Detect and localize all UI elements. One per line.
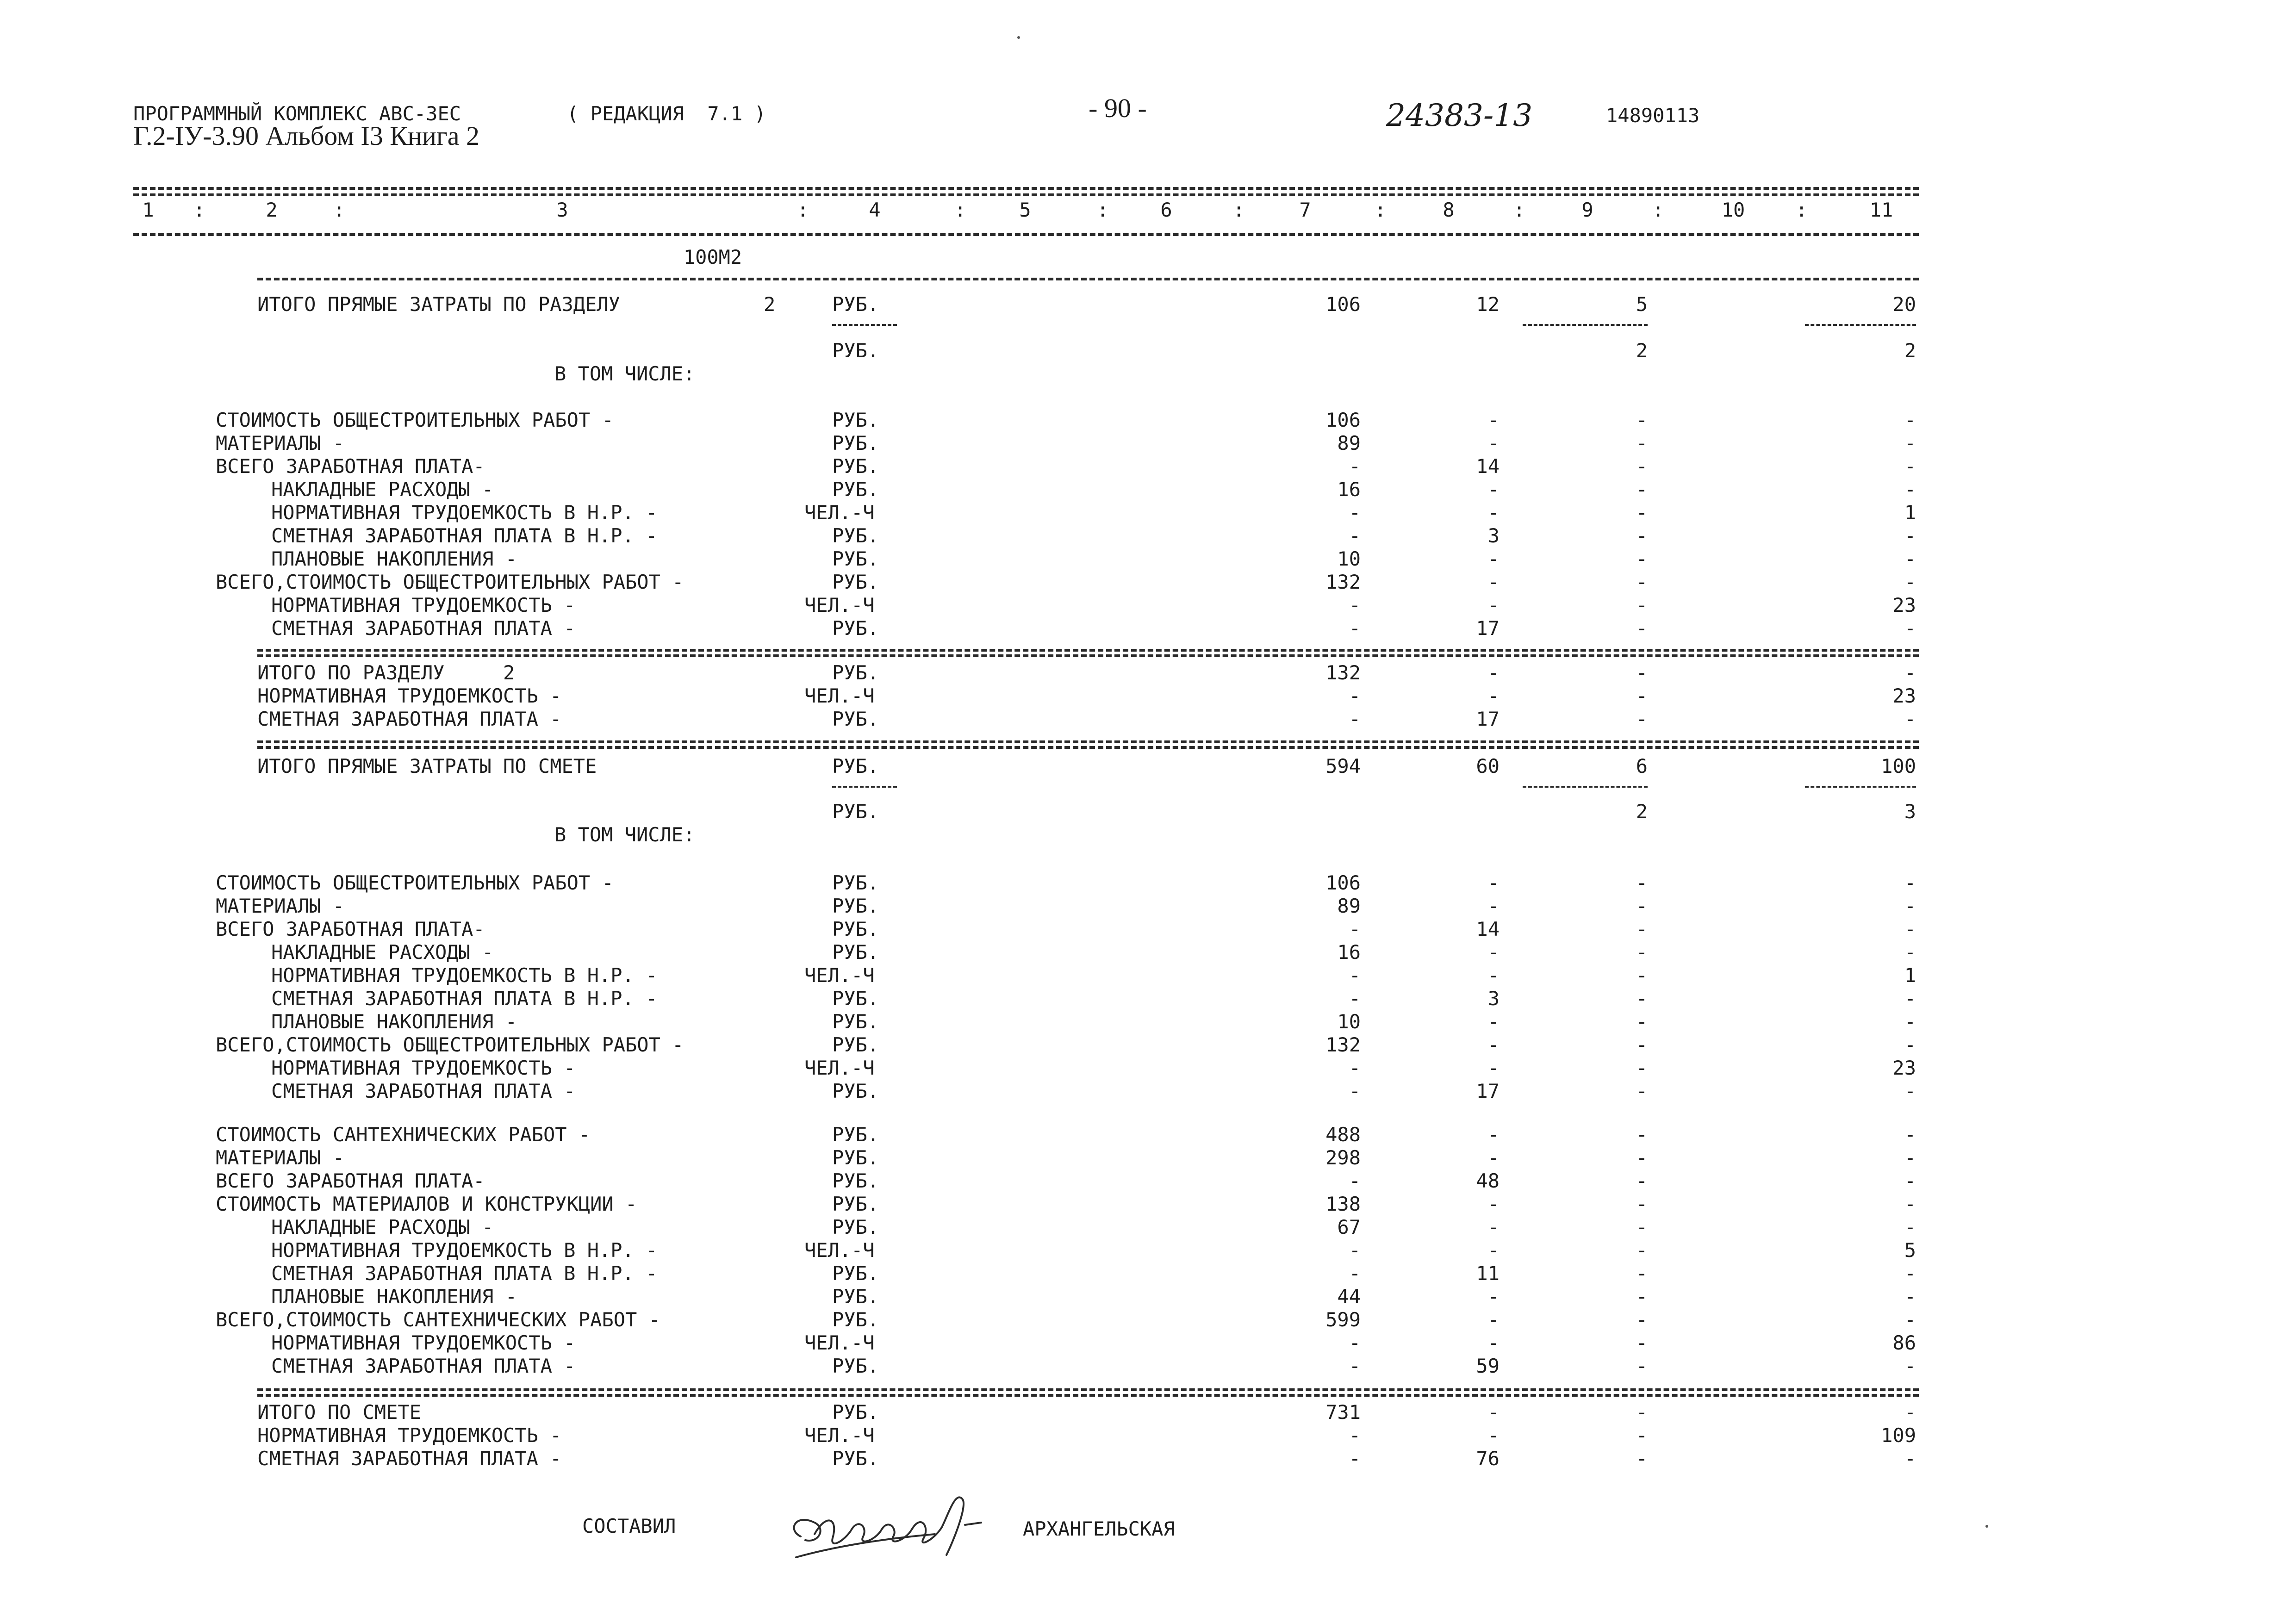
row-value-c11: -: [1904, 941, 1916, 964]
row-value-c7: 298: [1325, 1146, 1361, 1169]
row-unit: РУБ.: [832, 432, 879, 454]
row-value-c8: -: [1487, 432, 1500, 454]
row-unit: РУБ.: [832, 1080, 879, 1102]
row-value-c9: -: [1636, 1010, 1648, 1033]
row-value-c11: 23: [1892, 684, 1916, 707]
row-value-c8: 17: [1476, 708, 1500, 730]
estimate-total-c9: 6: [1636, 755, 1648, 777]
row-value-c7: -: [1349, 684, 1361, 707]
row-label: НОРМАТИВНАЯ ТРУДОЕМКОСТЬ В Н.Р. -: [271, 964, 658, 987]
row-value-c11: 23: [1892, 594, 1916, 616]
row-value-c8: -: [1487, 1401, 1500, 1424]
row-value-c8: -: [1487, 895, 1500, 917]
row-value-c9: -: [1636, 918, 1648, 940]
row-value-c7: 132: [1325, 661, 1361, 684]
row-unit: ЧЕЛ.-Ч: [804, 964, 875, 987]
row-unit: РУБ.: [832, 617, 879, 640]
row-unit: РУБ.: [832, 661, 879, 684]
row-value-c7: -: [1349, 1331, 1361, 1354]
row-value-c8: -: [1487, 1424, 1500, 1447]
section-total-unit-2: РУБ.: [832, 339, 879, 362]
row-value-c7: -: [1349, 964, 1361, 987]
row-unit: РУБ.: [832, 524, 879, 547]
row-label: НОРМАТИВНАЯ ТРУДОЕМКОСТЬ -: [271, 1057, 576, 1079]
row-value-c9: -: [1636, 478, 1648, 501]
estimate-total-unit-2: РУБ.: [832, 800, 879, 823]
row-value-c11: -: [1904, 409, 1916, 431]
row-value-c9: -: [1636, 617, 1648, 640]
row-value-c7: 488: [1325, 1123, 1361, 1146]
row-unit: ЧЕЛ.-Ч: [804, 684, 875, 707]
row-value-c7: 44: [1337, 1285, 1361, 1308]
column-number: 1: [142, 199, 154, 221]
row-value-c7: 89: [1337, 895, 1361, 917]
section-total-c9: 5: [1636, 293, 1648, 316]
row-value-c8: -: [1487, 941, 1500, 964]
row-value-c9: -: [1636, 1146, 1648, 1169]
row-value-c11: -: [1904, 1080, 1916, 1102]
row-unit: РУБ.: [832, 1355, 879, 1377]
scan-speck: [1017, 36, 1020, 39]
row-unit: РУБ.: [832, 1447, 879, 1470]
row-value-c8: -: [1487, 1123, 1500, 1146]
row-value-c7: 106: [1325, 871, 1361, 894]
row-value-c11: -: [1904, 1169, 1916, 1192]
row-value-c11: -: [1904, 708, 1916, 730]
row-unit: РУБ.: [832, 1123, 879, 1146]
row-value-c9: -: [1636, 1169, 1648, 1192]
row-value-c11: -: [1904, 547, 1916, 570]
row-value-c9: -: [1636, 1193, 1648, 1215]
row-value-c9: -: [1636, 432, 1648, 454]
row-value-c11: 23: [1892, 1057, 1916, 1079]
column-separator: :: [1513, 199, 1525, 221]
page-number: - 90 -: [1089, 93, 1147, 123]
row-label: ИТОГО ПО РАЗДЕЛУ 2: [257, 661, 515, 684]
row-unit: РУБ.: [832, 571, 879, 593]
row-value-c9: -: [1636, 684, 1648, 707]
row-label: ВСЕГО,СТОИМОСТЬ ОБЩЕСТРОИТЕЛЬНЫХ РАБОТ -: [216, 571, 684, 593]
row-value-c8: -: [1487, 684, 1500, 707]
row-unit: РУБ.: [832, 547, 879, 570]
row-label: НОРМАТИВНАЯ ТРУДОЕМКОСТЬ -: [257, 684, 562, 707]
row-value-c11: -: [1904, 918, 1916, 940]
row-label: СТОИМОСТЬ ОБЩЕСТРОИТЕЛЬНЫХ РАБОТ -: [216, 871, 614, 894]
row-value-c8: -: [1487, 661, 1500, 684]
row-label: НАКЛАДНЫЕ РАСХОДЫ -: [271, 1216, 494, 1238]
handwritten-signature: [782, 1486, 1000, 1569]
section-total-c8: 12: [1476, 293, 1500, 316]
estimate-direct-costs-label: ИТОГО ПРЯМЫЕ ЗАТРАТЫ ПО СМЕТЕ: [257, 755, 597, 777]
row-value-c9: -: [1636, 1424, 1648, 1447]
row-label: СТОИМОСТЬ САНТЕХНИЧЕСКИХ РАБОТ -: [216, 1123, 591, 1146]
section-total-c11: 20: [1892, 293, 1916, 316]
row-unit: РУБ.: [832, 1033, 879, 1056]
row-value-c8: -: [1487, 409, 1500, 431]
row-unit: РУБ.: [832, 1193, 879, 1215]
row-value-c8: -: [1487, 1239, 1500, 1262]
row-value-c11: -: [1904, 571, 1916, 593]
row-label: СМЕТНАЯ ЗАРАБОТНАЯ ПЛАТА -: [257, 1447, 562, 1470]
column-separator: :: [1796, 199, 1808, 221]
column-number: 5: [1019, 199, 1031, 221]
row-value-c7: -: [1349, 1239, 1361, 1262]
row-label: ПЛАНОВЫЕ НАКОПЛЕНИЯ -: [271, 1010, 517, 1033]
row-value-c7: -: [1349, 1355, 1361, 1377]
row-value-c8: -: [1487, 1146, 1500, 1169]
row-unit: РУБ.: [832, 1010, 879, 1033]
row-value-c11: -: [1904, 478, 1916, 501]
row-value-c7: 138: [1325, 1193, 1361, 1215]
row-unit: РУБ.: [832, 895, 879, 917]
section-total-c9b: 2: [1636, 339, 1648, 362]
column-separator: :: [1652, 199, 1664, 221]
section-number: 2: [764, 293, 776, 316]
column-number: 4: [869, 199, 881, 221]
row-value-c8: -: [1487, 478, 1500, 501]
row-unit: РУБ.: [832, 1285, 879, 1308]
document-code: 24383-13: [1386, 98, 1533, 133]
section-sum-rule-2: [257, 654, 1919, 657]
row-value-c7: -: [1349, 1262, 1361, 1285]
estimate-total-c11: 100: [1881, 755, 1916, 777]
row-value-c9: -: [1636, 1285, 1648, 1308]
row-value-c9: -: [1636, 1239, 1648, 1262]
row-label: НОРМАТИВНАЯ ТРУДОЕМКОСТЬ -: [257, 1424, 562, 1447]
column-number: 8: [1443, 199, 1455, 221]
row-unit: РУБ.: [832, 941, 879, 964]
row-label: СТОИМОСТЬ ОБЩЕСТРОИТЕЛЬНЫХ РАБОТ -: [216, 409, 614, 431]
row-label: СМЕТНАЯ ЗАРАБОТНАЯ ПЛАТА -: [257, 708, 562, 730]
row-label: НОРМАТИВНАЯ ТРУДОЕМКОСТЬ В Н.Р. -: [271, 501, 658, 524]
column-number: 11: [1869, 199, 1893, 221]
row-label: ПЛАНОВЫЕ НАКОПЛЕНИЯ -: [271, 1285, 517, 1308]
row-label: МАТЕРИАЛЫ -: [216, 1146, 345, 1169]
row-value-c8: -: [1487, 1010, 1500, 1033]
row-value-c9: -: [1636, 1355, 1648, 1377]
including-label: В ТОМ ЧИСЛЕ:: [554, 362, 695, 385]
row-value-c7: -: [1349, 594, 1361, 616]
row-value-c11: 1: [1904, 501, 1916, 524]
row-value-c11: -: [1904, 1355, 1916, 1377]
row-unit: РУБ.: [832, 987, 879, 1010]
row-unit: РУБ.: [832, 871, 879, 894]
row-unit: РУБ.: [832, 1262, 879, 1285]
row-label: НАКЛАДНЫЕ РАСХОДЫ -: [271, 941, 494, 964]
row-value-c11: 1: [1904, 964, 1916, 987]
estimate-rule-2: [257, 746, 1919, 749]
row-label: СМЕТНАЯ ЗАРАБОТНАЯ ПЛАТА -: [271, 1355, 576, 1377]
row-value-c8: -: [1487, 1331, 1500, 1354]
row-value-c11: -: [1904, 617, 1916, 640]
row-value-c8: 14: [1476, 455, 1500, 478]
row-label: ПЛАНОВЫЕ НАКОПЛЕНИЯ -: [271, 547, 517, 570]
row-label: ВСЕГО ЗАРАБОТНАЯ ПЛАТА-: [216, 918, 485, 940]
row-value-c11: -: [1904, 455, 1916, 478]
row-unit: ЧЕЛ.-Ч: [804, 1424, 875, 1447]
row-unit: РУБ.: [832, 708, 879, 730]
row-value-c11: -: [1904, 1123, 1916, 1146]
row-value-c8: -: [1487, 1033, 1500, 1056]
section-sum-rule: [257, 649, 1919, 652]
section-total-c11b: 2: [1904, 339, 1916, 362]
fraction-rule: [1523, 786, 1648, 788]
row-value-c9: -: [1636, 409, 1648, 431]
column-number: 6: [1160, 199, 1172, 221]
row-value-c7: -: [1349, 1169, 1361, 1192]
row-value-c11: 5: [1904, 1239, 1916, 1262]
row-value-c11: -: [1904, 1033, 1916, 1056]
row-value-c7: -: [1349, 1057, 1361, 1079]
row-unit: ЧЕЛ.-Ч: [804, 501, 875, 524]
row-value-c7: 10: [1337, 1010, 1361, 1033]
row-unit: РУБ.: [832, 1169, 879, 1192]
row-value-c7: 132: [1325, 571, 1361, 593]
column-separator: :: [193, 199, 205, 221]
unit-divider: [832, 324, 897, 326]
row-label: НОРМАТИВНАЯ ТРУДОЕМКОСТЬ -: [271, 1331, 576, 1354]
row-value-c9: -: [1636, 871, 1648, 894]
row-value-c8: 14: [1476, 918, 1500, 940]
row-value-c9: -: [1636, 1216, 1648, 1238]
row-value-c7: 89: [1337, 432, 1361, 454]
row-unit: ЧЕЛ.-Ч: [804, 1057, 875, 1079]
row-value-c11: -: [1904, 1447, 1916, 1470]
row-value-c9: -: [1636, 1033, 1648, 1056]
row-value-c9: -: [1636, 1057, 1648, 1079]
row-value-c9: -: [1636, 1308, 1648, 1331]
row-value-c8: 17: [1476, 617, 1500, 640]
row-value-c8: 17: [1476, 1080, 1500, 1102]
estimate-total-c9b: 2: [1636, 800, 1648, 823]
row-value-c11: -: [1904, 895, 1916, 917]
row-value-c8: -: [1487, 1216, 1500, 1238]
row-unit: РУБ.: [832, 478, 879, 501]
row-value-c7: 16: [1337, 941, 1361, 964]
row-value-c8: -: [1487, 547, 1500, 570]
row-value-c9: -: [1636, 1123, 1648, 1146]
row-value-c8: -: [1487, 1285, 1500, 1308]
row-unit: РУБ.: [832, 1216, 879, 1238]
column-separator: :: [1097, 199, 1109, 221]
row-value-c11: -: [1904, 432, 1916, 454]
row-unit: ЧЕЛ.-Ч: [804, 594, 875, 616]
row-value-c11: -: [1904, 1010, 1916, 1033]
row-value-c8: -: [1487, 1308, 1500, 1331]
row-value-c8: -: [1487, 501, 1500, 524]
row-label: МАТЕРИАЛЫ -: [216, 895, 345, 917]
row-label: МАТЕРИАЛЫ -: [216, 432, 345, 454]
row-unit: РУБ.: [832, 918, 879, 940]
header-rule-top-2: [133, 193, 1919, 196]
row-value-c8: 3: [1487, 524, 1500, 547]
row-value-c7: 16: [1337, 478, 1361, 501]
column-number: 2: [266, 199, 278, 221]
row-label: СМЕТНАЯ ЗАРАБОТНАЯ ПЛАТА -: [271, 1080, 576, 1102]
author-name: АРХАНГЕЛЬСКАЯ: [1023, 1517, 1175, 1540]
row-value-c8: -: [1487, 964, 1500, 987]
row-value-c7: 67: [1337, 1216, 1361, 1238]
row-value-c9: -: [1636, 895, 1648, 917]
row-unit: РУБ.: [832, 409, 879, 431]
row-value-c8: -: [1487, 1193, 1500, 1215]
row-value-c8: -: [1487, 571, 1500, 593]
row-value-c11: -: [1904, 871, 1916, 894]
estimate-sum-rule: [257, 1388, 1919, 1391]
row-label: ИТОГО ПО СМЕТЕ: [257, 1401, 422, 1424]
estimate-sum-rule-2: [257, 1394, 1919, 1397]
row-value-c11: -: [1904, 1262, 1916, 1285]
column-number: 7: [1299, 199, 1311, 221]
row-value-c9: -: [1636, 594, 1648, 616]
row-value-c8: -: [1487, 1057, 1500, 1079]
row-label: СТОИМОСТЬ МАТЕРИАЛОВ И КОНСТРУКЦИИ -: [216, 1193, 637, 1215]
row-value-c7: -: [1349, 1080, 1361, 1102]
row-value-c8: 11: [1476, 1262, 1500, 1285]
row-value-c7: -: [1349, 987, 1361, 1010]
row-value-c8: 3: [1487, 987, 1500, 1010]
row-value-c11: 86: [1892, 1331, 1916, 1354]
row-value-c9: -: [1636, 547, 1648, 570]
row-label: ВСЕГО ЗАРАБОТНАЯ ПЛАТА-: [216, 455, 485, 478]
row-value-c11: -: [1904, 1216, 1916, 1238]
row-value-c9: -: [1636, 501, 1648, 524]
row-unit: РУБ.: [832, 1401, 879, 1424]
row-value-c7: 599: [1325, 1308, 1361, 1331]
row-unit: ЧЕЛ.-Ч: [804, 1331, 875, 1354]
row-value-c7: -: [1349, 1447, 1361, 1470]
row-value-c11: -: [1904, 1308, 1916, 1331]
estimate-total-c11b: 3: [1904, 800, 1916, 823]
row-value-c9: -: [1636, 1447, 1648, 1470]
row-label: СМЕТНАЯ ЗАРАБОТНАЯ ПЛАТА В Н.Р. -: [271, 524, 658, 547]
header-rule-top: [133, 187, 1919, 190]
row-value-c11: -: [1904, 1401, 1916, 1424]
column-number: 3: [556, 199, 568, 221]
document-id: 14890113: [1606, 104, 1700, 127]
album-reference: Г.2-IУ-3.90 Альбом I3 Книга 2: [133, 121, 479, 151]
row-value-c8: 48: [1476, 1169, 1500, 1192]
row-value-c7: -: [1349, 918, 1361, 940]
estimate-total-unit: РУБ.: [832, 755, 879, 777]
row-value-c9: -: [1636, 661, 1648, 684]
row-value-c11: -: [1904, 1146, 1916, 1169]
row-label: НОРМАТИВНАЯ ТРУДОЕМКОСТЬ -: [271, 594, 576, 616]
row-value-c9: -: [1636, 987, 1648, 1010]
column-separator: :: [333, 199, 345, 221]
row-value-c11: -: [1904, 1193, 1916, 1215]
row-value-c8: -: [1487, 871, 1500, 894]
estimate-rule: [257, 740, 1919, 743]
row-label: ВСЕГО,СТОИМОСТЬ САНТЕХНИЧЕСКИХ РАБОТ -: [216, 1308, 660, 1331]
fraction-rule: [1523, 324, 1648, 326]
row-label: ВСЕГО ЗАРАБОТНАЯ ПЛАТА-: [216, 1169, 485, 1192]
row-label: НАКЛАДНЫЕ РАСХОДЫ -: [271, 478, 494, 501]
row-value-c9: -: [1636, 1080, 1648, 1102]
row-label: СМЕТНАЯ ЗАРАБОТНАЯ ПЛАТА -: [271, 617, 576, 640]
row-label: НОРМАТИВНАЯ ТРУДОЕМКОСТЬ В Н.Р. -: [271, 1239, 658, 1262]
row-value-c7: -: [1349, 455, 1361, 478]
section-total-c7: 106: [1325, 293, 1361, 316]
fraction-rule: [1805, 324, 1916, 326]
row-value-c7: 731: [1325, 1401, 1361, 1424]
fraction-rule: [1805, 786, 1916, 788]
row-value-c9: -: [1636, 1262, 1648, 1285]
unit-divider: [832, 786, 897, 788]
row-value-c8: 59: [1476, 1355, 1500, 1377]
row-unit: ЧЕЛ.-Ч: [804, 1239, 875, 1262]
row-value-c9: -: [1636, 1331, 1648, 1354]
row-value-c7: -: [1349, 617, 1361, 640]
row-value-c9: -: [1636, 571, 1648, 593]
row-label: ВСЕГО,СТОИМОСТЬ ОБЩЕСТРОИТЕЛЬНЫХ РАБОТ -: [216, 1033, 684, 1056]
row-value-c11: -: [1904, 661, 1916, 684]
composed-by-label: СОСТАВИЛ: [582, 1515, 676, 1537]
row-value-c7: 132: [1325, 1033, 1361, 1056]
row-label: СМЕТНАЯ ЗАРАБОТНАЯ ПЛАТА В Н.Р. -: [271, 987, 658, 1010]
row-value-c11: 109: [1881, 1424, 1916, 1447]
row-value-c7: -: [1349, 708, 1361, 730]
row-value-c7: -: [1349, 524, 1361, 547]
row-value-c7: -: [1349, 1424, 1361, 1447]
row-value-c7: 10: [1337, 547, 1361, 570]
row-unit: РУБ.: [832, 455, 879, 478]
column-number: 9: [1581, 199, 1593, 221]
row-value-c9: -: [1636, 708, 1648, 730]
row-value-c11: -: [1904, 524, 1916, 547]
row-unit: РУБ.: [832, 1308, 879, 1331]
column-separator: :: [1375, 199, 1387, 221]
unit-label: 100М2: [683, 246, 742, 268]
column-separator: :: [1233, 199, 1245, 221]
row-value-c8: -: [1487, 594, 1500, 616]
row-value-c9: -: [1636, 524, 1648, 547]
column-separator: :: [797, 199, 809, 221]
program-title: ПРОГРАММНЫЙ КОМПЛЕКС АВС-3ЕС: [133, 102, 461, 125]
estimate-total-c8: 60: [1476, 755, 1500, 777]
section-rule: [257, 278, 1919, 280]
column-separator: :: [954, 199, 966, 221]
row-value-c9: -: [1636, 964, 1648, 987]
row-value-c11: -: [1904, 1285, 1916, 1308]
row-value-c8: 76: [1476, 1447, 1500, 1470]
including-label-2: В ТОМ ЧИСЛЕ:: [554, 823, 695, 846]
column-number: 10: [1721, 199, 1745, 221]
row-value-c9: -: [1636, 455, 1648, 478]
estimate-total-c7: 594: [1325, 755, 1361, 777]
row-value-c9: -: [1636, 941, 1648, 964]
row-value-c9: -: [1636, 1401, 1648, 1424]
edition-label: ( РЕДАКЦИЯ 7.1 ): [567, 102, 766, 125]
row-unit: РУБ.: [832, 1146, 879, 1169]
header-rule-bottom: [133, 233, 1919, 236]
scan-speck: [1985, 1525, 1988, 1528]
section-total-unit: РУБ.: [832, 293, 879, 316]
row-label: СМЕТНАЯ ЗАРАБОТНАЯ ПЛАТА В Н.Р. -: [271, 1262, 658, 1285]
row-value-c11: -: [1904, 987, 1916, 1010]
row-value-c7: -: [1349, 501, 1361, 524]
section-direct-costs-label: ИТОГО ПРЯМЫЕ ЗАТРАТЫ ПО РАЗДЕЛУ: [257, 293, 620, 316]
row-value-c7: 106: [1325, 409, 1361, 431]
